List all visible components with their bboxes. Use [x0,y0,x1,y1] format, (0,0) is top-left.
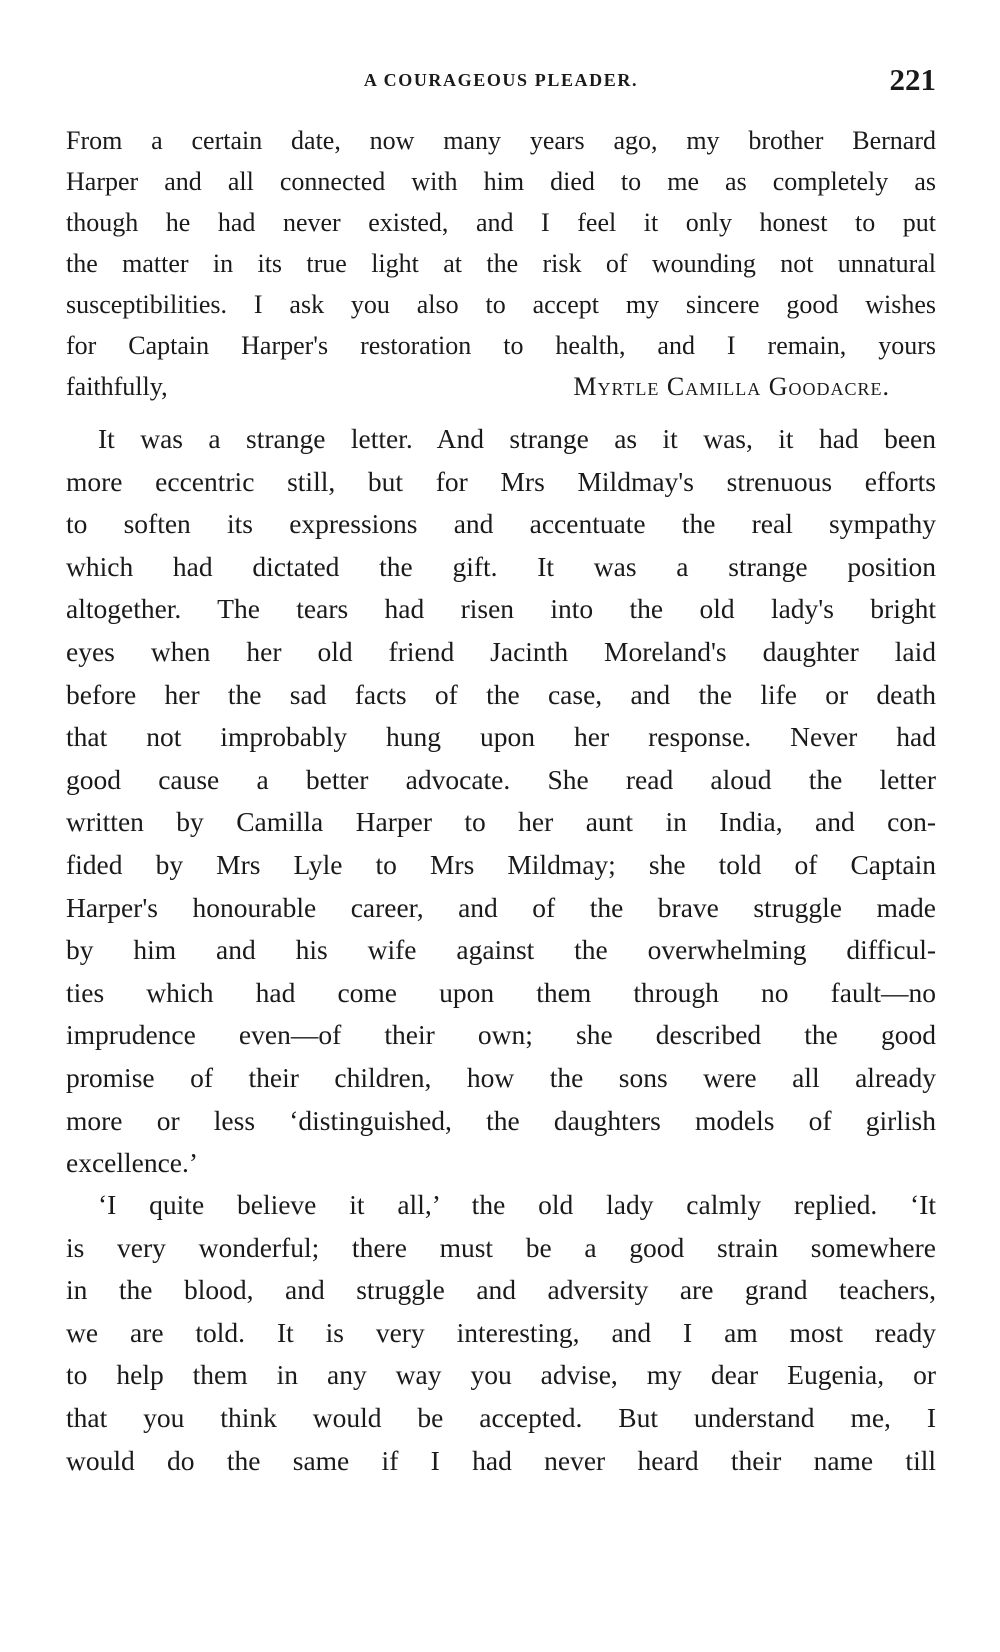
letter-excerpt [66,120,936,407]
text-line: before her the sad facts of the case, and the life or death [66,678,936,710]
text-line: would do the same if I had never heard their name till [66,1444,936,1476]
letter-signature: Myrtle Camilla Goodacre. [573,372,890,401]
running-head [66,62,936,102]
text-line: good cause a better advocate. She read aloud the letter [66,763,936,795]
letter-closing: faithfully, [66,372,168,401]
text-line: that you think would be accepted. But understand me, I [66,1401,936,1433]
text-line: in the blood, and struggle and adversity are grand teachers, [66,1274,936,1306]
text-line: eyes when her old friend Jacinth Moreland's daughter laid [66,635,936,667]
text-line: ties which had come upon them through no fault—no [66,976,936,1008]
text-line: more or less ‘distinguished, the daughters models of girlish [66,1104,936,1136]
text-line: we are told. It is very interesting, and I am most ready [66,1316,936,1348]
text-line: excellence.’ [66,1147,199,1179]
paragraph [66,418,936,1185]
text-line: fided by Mrs Lyle to Mrs Mildmay; she told of Captain [66,848,936,880]
text-line: promise of their children, how the sons were all already [66,1061,936,1093]
text-line: by him and his wife against the overwhelming difficul- [66,934,936,966]
text-line: It was a strange letter. And strange as it was, it had been [98,423,936,454]
text-line: for Captain Harper's restoration to health, and I remain, yours [66,331,936,360]
text-line: the matter in its true light at the risk of wounding not unnatural [66,249,936,278]
text-line: which had dictated the gift. It was a strange position [66,550,936,582]
page-number: 221 [889,62,936,97]
text-line: imprudence even—of their own; she described the good [66,1019,936,1051]
text-line: though he had never existed, and I feel it only honest to put [66,208,936,237]
text-line: to help them in any way you advise, my dear Eugenia, or [66,1359,936,1391]
text-line: to soften its expressions and accentuate the real sympathy [66,508,936,540]
text-line: susceptibilities. I ask you also to accept my sincere good wishes [66,290,936,319]
text-line: is very wonderful; there must be a good strain somewhere [66,1231,936,1263]
text-line: Harper's honourable career, and of the brave struggle made [66,891,936,923]
text-line: that not improbably hung upon her response. Never had [66,721,936,753]
text-line: ‘I quite believe it all,’ the old lady calmly replied. ‘It [98,1189,936,1220]
paragraph [66,1184,936,1482]
running-title: A COURAGEOUS PLEADER. [363,70,639,90]
text-line: From a certain date, now many years ago, my brother Bernard [66,126,936,155]
text-line: Harper and all connected with him died to me as completely as [66,167,936,196]
letter-signoff [66,366,936,407]
text-line: written by Camilla Harper to her aunt in India, and con- [66,806,936,838]
text-line: altogether. The tears had risen into the old lady's bright [66,593,936,625]
text-line: more eccentric still, but for Mrs Mildmay's strenuous efforts [66,465,936,497]
